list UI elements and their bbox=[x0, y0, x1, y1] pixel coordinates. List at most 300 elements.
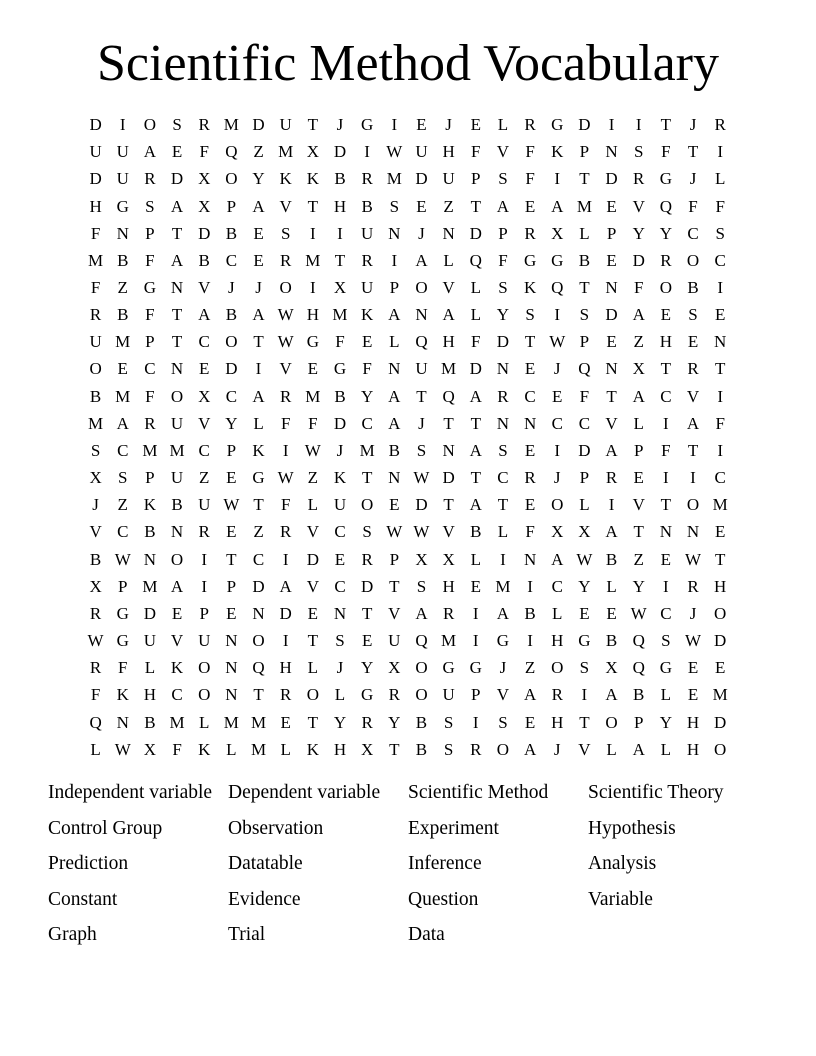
grid-letter: G bbox=[442, 658, 455, 678]
grid-letter: N bbox=[388, 468, 401, 488]
grid-letter: G bbox=[306, 332, 319, 352]
grid-letter: V bbox=[686, 386, 700, 406]
grid-letter: N bbox=[388, 359, 401, 379]
grid-letter: X bbox=[333, 278, 347, 298]
grid-letter: M bbox=[278, 142, 294, 162]
grid-letter: O bbox=[252, 631, 265, 651]
grid-letter: Y bbox=[361, 658, 374, 678]
grid-letter: U bbox=[415, 142, 428, 162]
grid-letter: R bbox=[361, 169, 373, 189]
grid-letter: O bbox=[198, 658, 211, 678]
grid-letter: E bbox=[253, 250, 264, 270]
grid-letter: B bbox=[415, 712, 428, 732]
grid-letter: R bbox=[361, 712, 373, 732]
grid-letter: K bbox=[551, 142, 564, 162]
grid-letter: W bbox=[549, 332, 566, 352]
grid-row bbox=[82, 220, 734, 247]
grid-letter: E bbox=[416, 196, 427, 216]
grid-letter: G bbox=[333, 359, 347, 379]
grid-letter: F bbox=[145, 305, 155, 325]
grid-letter: E bbox=[361, 332, 373, 352]
grid-letter: F bbox=[579, 386, 590, 406]
grid-letter: J bbox=[445, 115, 452, 135]
grid-letter: M bbox=[441, 631, 457, 651]
grid-letter: E bbox=[687, 658, 699, 678]
grid-letter: O bbox=[198, 685, 211, 705]
grid-letter: I bbox=[500, 549, 506, 569]
grid-letter: D bbox=[89, 115, 102, 135]
grid-letter: A bbox=[252, 386, 265, 406]
grid-letter: P bbox=[199, 603, 209, 623]
grid-letter: R bbox=[280, 685, 292, 705]
grid-letter: I bbox=[282, 549, 289, 569]
grid-letter: O bbox=[89, 359, 102, 379]
grid-letter: Y bbox=[333, 712, 347, 732]
grid-letter: C bbox=[144, 359, 156, 379]
grid-letter: L bbox=[660, 685, 672, 705]
grid-letter: P bbox=[389, 278, 400, 298]
grid-letter: T bbox=[470, 196, 481, 216]
grid-letter: T bbox=[579, 278, 590, 298]
grid-letter: S bbox=[498, 440, 508, 460]
grid-letter: N bbox=[496, 359, 510, 379]
grid-letter: L bbox=[199, 712, 210, 732]
grid-letter: N bbox=[659, 522, 672, 542]
grid-letter: R bbox=[144, 413, 156, 433]
grid-letter: H bbox=[306, 305, 319, 325]
grid-letter: L bbox=[144, 658, 156, 678]
grid-letter: D bbox=[143, 603, 157, 623]
grid-letter: L bbox=[552, 603, 563, 623]
grid-letter: M bbox=[576, 196, 592, 216]
grid-letter: Z bbox=[633, 332, 644, 352]
word-bank-item: Independent variable bbox=[48, 782, 213, 803]
grid-letter: N bbox=[225, 631, 238, 651]
grid-letter: A bbox=[605, 685, 618, 705]
grid-letter: I bbox=[581, 685, 588, 705]
grid-letter: M bbox=[88, 413, 104, 433]
grid-letter: R bbox=[687, 576, 699, 596]
grid-letter: E bbox=[660, 305, 672, 325]
grid-letter: A bbox=[143, 142, 157, 162]
grid-letter: K bbox=[361, 305, 374, 325]
word-bank-item: Scientific Method bbox=[408, 782, 549, 803]
grid-letter: C bbox=[660, 603, 672, 623]
grid-letter: L bbox=[226, 739, 237, 759]
grid-letter: B bbox=[578, 250, 591, 270]
grid-letter: T bbox=[171, 223, 183, 243]
grid-letter: B bbox=[89, 549, 102, 569]
grid-letter: P bbox=[118, 576, 128, 596]
grid-letter: Y bbox=[632, 223, 645, 243]
grid-letter: T bbox=[307, 712, 319, 732]
grid-letter: L bbox=[334, 685, 346, 705]
grid-letter: G bbox=[551, 250, 564, 270]
grid-letter: E bbox=[660, 549, 672, 569]
grid-letter: C bbox=[578, 413, 591, 433]
grid-letter: T bbox=[389, 739, 400, 759]
grid-letter: L bbox=[280, 739, 291, 759]
grid-letter: E bbox=[524, 440, 536, 460]
grid-letter: B bbox=[144, 522, 156, 542]
grid-letter: Z bbox=[633, 549, 644, 569]
grid-letter: D bbox=[279, 603, 292, 623]
grid-letter: V bbox=[496, 685, 510, 705]
grid-letter: F bbox=[715, 196, 725, 216]
grid-letter: P bbox=[633, 712, 644, 732]
grid-letter: T bbox=[660, 115, 672, 135]
grid-letter: A bbox=[496, 196, 510, 216]
grid-letter: B bbox=[225, 223, 238, 243]
grid-letter: N bbox=[225, 658, 238, 678]
grid-letter: W bbox=[87, 631, 104, 651]
grid-letter: G bbox=[116, 603, 129, 623]
grid-letter: W bbox=[223, 495, 240, 515]
grid-letter: I bbox=[282, 440, 289, 460]
grid-letter: C bbox=[225, 386, 238, 406]
grid-letter: V bbox=[605, 413, 618, 433]
grid-letter: H bbox=[89, 196, 102, 216]
grid-letter: F bbox=[525, 142, 535, 162]
grid-letter: F bbox=[308, 413, 318, 433]
grid-letter: T bbox=[443, 413, 454, 433]
grid-letter: T bbox=[714, 359, 726, 379]
grid-letter: E bbox=[524, 712, 536, 732]
grid-letter: R bbox=[280, 522, 292, 542]
grid-letter: D bbox=[469, 223, 482, 243]
grid-letter: G bbox=[551, 115, 564, 135]
grid-letter: F bbox=[90, 223, 101, 243]
grid-letter: A bbox=[252, 196, 265, 216]
grid-letter: S bbox=[416, 440, 427, 460]
grid-letter: S bbox=[525, 305, 535, 325]
grid-letter: B bbox=[605, 631, 618, 651]
grid-letter: T bbox=[307, 196, 319, 216]
grid-row bbox=[82, 573, 734, 600]
grid-letter: Z bbox=[443, 196, 454, 216]
grid-letter: T bbox=[579, 169, 590, 189]
grid-letter: Q bbox=[225, 142, 238, 162]
grid-letter: I bbox=[635, 115, 642, 135]
grid-letter: S bbox=[688, 305, 698, 325]
grid-letter: T bbox=[470, 468, 481, 488]
grid-letter: I bbox=[690, 468, 696, 488]
grid-letter: X bbox=[388, 658, 401, 678]
grid-letter: K bbox=[306, 739, 319, 759]
grid-letter: C bbox=[714, 250, 726, 270]
grid-letter: J bbox=[92, 495, 99, 515]
grid-letter: E bbox=[361, 631, 373, 651]
grid-letter: N bbox=[523, 549, 537, 569]
grid-letter: V bbox=[306, 522, 319, 542]
grid-letter: T bbox=[416, 386, 427, 406]
grid-letter: S bbox=[443, 712, 454, 732]
grid-letter: M bbox=[359, 440, 375, 460]
grid-letter: N bbox=[170, 522, 184, 542]
grid-letter: U bbox=[361, 278, 374, 298]
grid-letter: G bbox=[469, 658, 482, 678]
grid-letter: E bbox=[524, 359, 536, 379]
grid-letter: D bbox=[714, 631, 727, 651]
grid-letter: F bbox=[633, 278, 644, 298]
grid-letter: F bbox=[145, 386, 155, 406]
grid-letter: H bbox=[143, 685, 157, 705]
grid-letter: M bbox=[115, 332, 131, 352]
grid-letter: B bbox=[117, 305, 129, 325]
grid-letter: E bbox=[714, 305, 726, 325]
grid-row bbox=[82, 301, 734, 328]
grid-letter: N bbox=[388, 223, 401, 243]
grid-letter: O bbox=[686, 250, 700, 270]
grid-letter: O bbox=[659, 278, 672, 298]
grid-letter: C bbox=[171, 685, 183, 705]
grid-letter: Q bbox=[632, 631, 645, 651]
grid-letter: K bbox=[116, 685, 129, 705]
grid-letter: B bbox=[89, 386, 102, 406]
word-bank-item: Dependent variable bbox=[228, 782, 381, 803]
grid-letter: P bbox=[226, 440, 237, 460]
grid-letter: N bbox=[252, 603, 265, 623]
grid-letter: E bbox=[389, 495, 400, 515]
grid-letter: M bbox=[495, 576, 511, 596]
grid-letter: U bbox=[116, 142, 129, 162]
grid-letter: U bbox=[388, 631, 401, 651]
grid-letter: O bbox=[225, 332, 238, 352]
grid-letter: W bbox=[114, 739, 131, 759]
grid-letter: A bbox=[170, 250, 184, 270]
grid-letter: Y bbox=[225, 413, 238, 433]
grid-letter: G bbox=[578, 631, 591, 651]
grid-letter: T bbox=[253, 495, 264, 515]
grid-letter: I bbox=[663, 413, 669, 433]
grid-letter: J bbox=[689, 603, 697, 623]
grid-letter: D bbox=[333, 142, 347, 162]
grid-letter: H bbox=[659, 332, 672, 352]
grid-letter: A bbox=[523, 739, 537, 759]
grid-letter: C bbox=[225, 250, 238, 270]
grid-letter: C bbox=[524, 386, 536, 406]
grid-letter: F bbox=[661, 440, 671, 460]
grid-letter: C bbox=[117, 522, 129, 542]
grid-letter: M bbox=[250, 712, 267, 732]
grid-letter: M bbox=[305, 386, 321, 406]
grid-letter: Q bbox=[252, 658, 265, 678]
grid-row bbox=[82, 192, 734, 219]
grid-letter: D bbox=[605, 305, 618, 325]
grid-letter: V bbox=[306, 576, 319, 596]
grid-letter: S bbox=[362, 522, 372, 542]
grid-letter: V bbox=[279, 196, 292, 216]
grid-letter: T bbox=[687, 440, 699, 460]
grid-letter: B bbox=[388, 440, 400, 460]
grid-letter: X bbox=[143, 739, 157, 759]
grid-letter: Y bbox=[496, 305, 510, 325]
grid-letter: T bbox=[579, 712, 590, 732]
grid-letter: R bbox=[442, 603, 455, 623]
grid-letter: F bbox=[145, 250, 155, 270]
word-bank-item: Hypothesis bbox=[588, 817, 676, 839]
grid-letter: I bbox=[119, 115, 126, 135]
grid-letter: C bbox=[497, 468, 509, 488]
grid-letter: A bbox=[686, 413, 700, 433]
grid-letter: T bbox=[633, 522, 644, 542]
grid-letter: I bbox=[472, 712, 479, 732]
grid-letter: S bbox=[498, 712, 508, 732]
grid-letter: A bbox=[388, 413, 401, 433]
word-bank-item: Constant bbox=[48, 888, 118, 910]
grid-letter: A bbox=[279, 576, 292, 596]
grid-letter: F bbox=[525, 169, 535, 189]
grid-letter: W bbox=[413, 522, 430, 542]
grid-row bbox=[82, 274, 734, 301]
grid-letter: M bbox=[142, 576, 158, 596]
grid-letter: G bbox=[659, 169, 672, 189]
grid-letter: M bbox=[712, 685, 728, 705]
grid-row bbox=[82, 708, 734, 735]
grid-letter: Q bbox=[551, 278, 564, 298]
grid-letter: A bbox=[496, 603, 510, 623]
grid-letter: D bbox=[170, 169, 184, 189]
grid-letter: T bbox=[714, 549, 726, 569]
grid-letter: P bbox=[498, 223, 508, 243]
grid-letter: A bbox=[388, 386, 401, 406]
grid-row bbox=[82, 627, 734, 654]
grid-letter: X bbox=[442, 549, 455, 569]
grid-letter: B bbox=[334, 169, 346, 189]
grid-letter: A bbox=[551, 549, 564, 569]
grid-letter: M bbox=[332, 305, 348, 325]
grid-letter: N bbox=[170, 278, 184, 298]
grid-letter: U bbox=[361, 223, 374, 243]
word-bank-item: Variable bbox=[588, 888, 653, 910]
grid-letter: P bbox=[471, 685, 481, 705]
grid-letter: N bbox=[605, 359, 618, 379]
grid-letter: L bbox=[606, 739, 617, 759]
grid-letter: K bbox=[198, 739, 211, 759]
grid-row bbox=[82, 546, 734, 573]
grid-letter: N bbox=[605, 278, 618, 298]
grid-letter: U bbox=[442, 685, 455, 705]
grid-letter: N bbox=[496, 413, 510, 433]
grid-letter: S bbox=[633, 142, 644, 162]
grid-letter: F bbox=[172, 739, 182, 759]
grid-letter: C bbox=[687, 223, 699, 243]
grid-letter: X bbox=[361, 739, 374, 759]
grid-letter: X bbox=[89, 468, 102, 488]
grid-letter: A bbox=[605, 522, 618, 542]
grid-letter: C bbox=[551, 576, 563, 596]
grid-letter: J bbox=[499, 658, 507, 678]
grid-letter: V bbox=[632, 196, 645, 216]
grid-letter: O bbox=[306, 685, 319, 705]
grid-letter: E bbox=[334, 549, 346, 569]
grid-letter: F bbox=[335, 332, 345, 352]
grid-letter: N bbox=[116, 712, 129, 732]
grid-letter: H bbox=[714, 576, 727, 596]
grid-letter: U bbox=[89, 332, 102, 352]
grid-letter: A bbox=[605, 440, 618, 460]
grid-letter: L bbox=[470, 278, 481, 298]
grid-letter: J bbox=[553, 359, 561, 379]
grid-letter: W bbox=[684, 631, 702, 651]
grid-letter: I bbox=[364, 142, 370, 162]
grid-letter: V bbox=[442, 522, 455, 542]
grid-letter: W bbox=[576, 549, 593, 569]
grid-row bbox=[82, 654, 734, 681]
grid-letter: E bbox=[416, 115, 427, 135]
grid-letter: Z bbox=[253, 142, 264, 162]
word-bank-item: Evidence bbox=[228, 888, 301, 910]
grid-letter: E bbox=[253, 223, 264, 243]
grid-row bbox=[82, 736, 734, 763]
grid-letter: E bbox=[579, 603, 590, 623]
grid-letter: H bbox=[551, 631, 564, 651]
word-bank-item: Scientific Theory bbox=[588, 782, 724, 803]
grid-letter: E bbox=[470, 115, 481, 135]
grid-letter: X bbox=[632, 359, 645, 379]
grid-letter: E bbox=[606, 332, 617, 352]
grid-letter: R bbox=[497, 386, 509, 406]
grid-letter: V bbox=[279, 359, 292, 379]
grid-letter: V bbox=[442, 278, 455, 298]
grid-letter: L bbox=[579, 223, 590, 243]
grid-letter: V bbox=[170, 631, 184, 651]
grid-letter: A bbox=[415, 250, 428, 270]
grid-letter: P bbox=[226, 196, 237, 216]
grid-letter: P bbox=[579, 332, 590, 352]
grid-letter: R bbox=[388, 685, 400, 705]
grid-letter: R bbox=[633, 169, 645, 189]
grid-letter: P bbox=[389, 549, 400, 569]
grid-letter: S bbox=[661, 631, 671, 651]
grid-letter: C bbox=[660, 386, 672, 406]
grid-letter: O bbox=[686, 495, 700, 515]
grid-letter: X bbox=[89, 576, 102, 596]
grid-letter: O bbox=[415, 685, 428, 705]
grid-letter: D bbox=[252, 115, 265, 135]
grid-letter: X bbox=[415, 549, 428, 569]
grid-letter: D bbox=[578, 115, 591, 135]
grid-letter: I bbox=[527, 576, 533, 596]
grid-letter: E bbox=[117, 359, 128, 379]
grid-letter: B bbox=[415, 739, 428, 759]
grid-letter: N bbox=[170, 359, 184, 379]
grid-letter: T bbox=[497, 495, 509, 515]
grid-letter: P bbox=[145, 332, 155, 352]
word-bank-item: Prediction bbox=[48, 853, 129, 874]
grid-letter: B bbox=[524, 603, 536, 623]
grid-letter: D bbox=[361, 576, 374, 596]
grid-letter: K bbox=[306, 169, 319, 189]
grid-letter: T bbox=[389, 576, 400, 596]
grid-letter: Y bbox=[252, 169, 265, 189]
grid-letter: C bbox=[714, 468, 726, 488]
grid-letter: N bbox=[605, 142, 618, 162]
grid-letter: L bbox=[307, 658, 319, 678]
word-bank-item: Analysis bbox=[588, 853, 657, 874]
grid-letter: Z bbox=[199, 468, 210, 488]
grid-letter: W bbox=[630, 603, 647, 623]
grid-letter: S bbox=[335, 631, 345, 651]
grid-letter: O bbox=[225, 169, 238, 189]
grid-letter: H bbox=[686, 712, 700, 732]
grid-letter: S bbox=[579, 658, 590, 678]
grid-letter: U bbox=[333, 495, 347, 515]
grid-letter: H bbox=[333, 196, 347, 216]
grid-letter: B bbox=[605, 549, 618, 569]
grid-letter: M bbox=[223, 115, 239, 135]
grid-letter: N bbox=[686, 522, 700, 542]
